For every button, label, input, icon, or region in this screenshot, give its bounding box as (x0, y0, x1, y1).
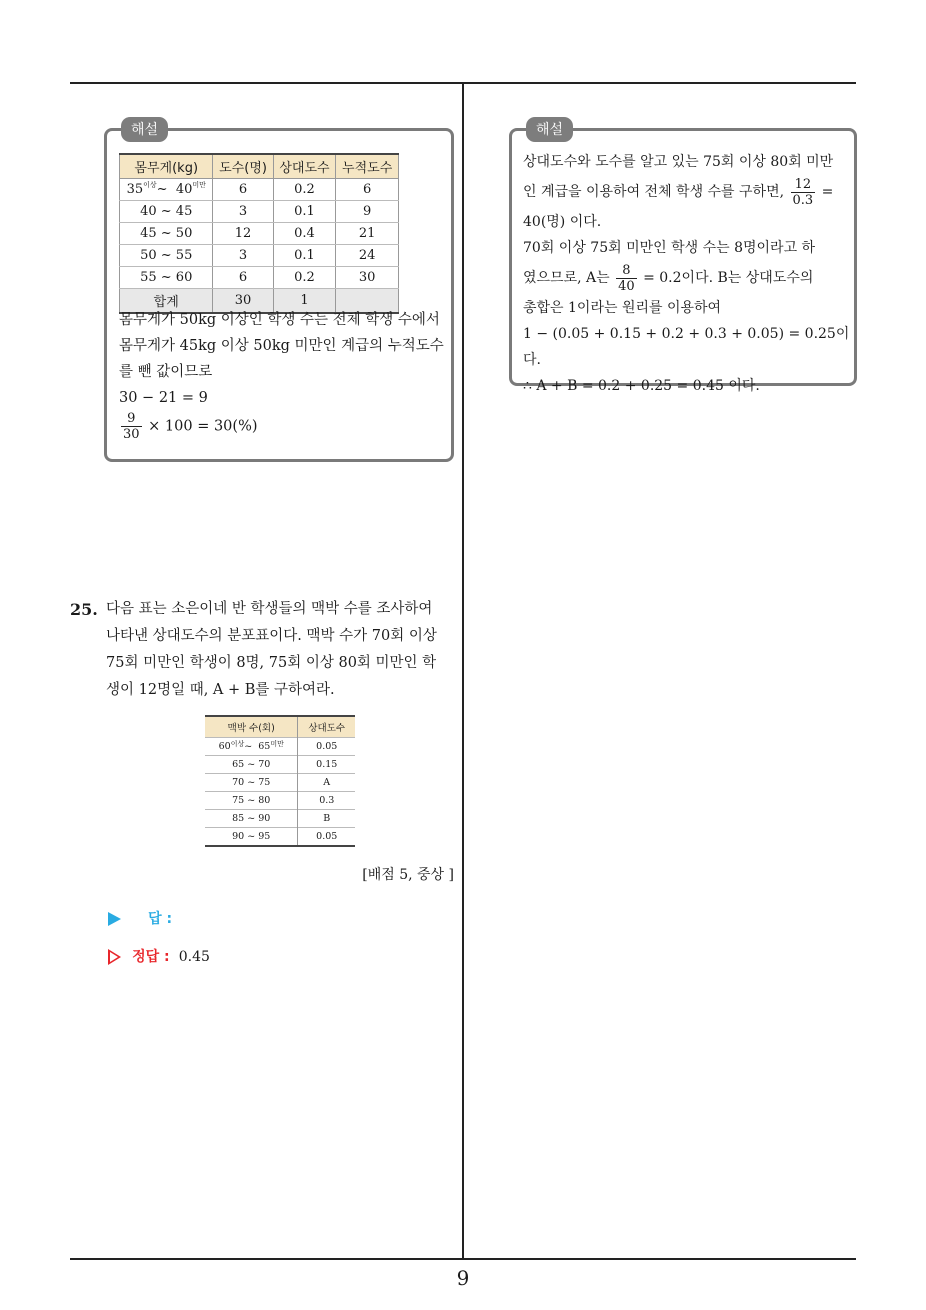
freq-cell: 3 (213, 201, 273, 223)
right-explanation-text (523, 149, 853, 399)
text-line: 나타낸 상대도수의 분포표이다. 맥박 수가 70회 이상 (106, 628, 437, 644)
text-line: 를 뺀 값이므로 (119, 364, 213, 380)
problem-text (106, 596, 458, 704)
rel-cell: B (298, 810, 355, 828)
range-cell: 85 ~ 90 (205, 810, 298, 828)
rel-cell: 0.2 (273, 179, 336, 201)
rel-cell: 0.15 (298, 756, 355, 774)
range-cell: 70 ~ 75 (205, 774, 298, 792)
problem-number: 25. (70, 600, 98, 619)
calc-line: $\frac{9}{30}$ × 100 = 30(%) (123, 411, 258, 442)
explanation-tag: 해설 (526, 117, 573, 142)
calc-line: 30 − 21 = 9 (119, 390, 208, 406)
fraction: $\frac{12}{0.3}$ (792, 176, 814, 208)
range-cell: 90 ~ 95 (205, 828, 298, 847)
range-cell: 45 ~ 50 (120, 223, 213, 245)
table-row (120, 267, 399, 289)
column-divider (462, 83, 464, 1259)
correct-label: 정답 : (132, 949, 170, 965)
answer-label: 답 : (148, 911, 173, 927)
left-explanation-box (104, 122, 454, 462)
range-cell: 50 ~ 55 (120, 245, 213, 267)
table-row (120, 179, 399, 201)
range-cell: 65 ~ 70 (205, 756, 298, 774)
header-relative: 상대도수 (298, 716, 355, 738)
table-row (120, 223, 399, 245)
range-cell: 55 ~ 60 (120, 267, 213, 289)
fraction: $\frac{9}{30}$ (123, 411, 140, 442)
text-line: 다음 표는 소은이네 반 학생들의 맥박 수를 조사하여 (106, 601, 433, 617)
rel-cell: 0.2 (273, 267, 336, 289)
range-cell: $35^{이상}\sim$ $40^{미만}$ (120, 179, 213, 201)
range-cell: $60^{이상}\sim$ $65^{미만}$ (205, 738, 298, 756)
text-line: 총합은 1이라는 원리를 이용하여 (523, 300, 722, 316)
cum-cell: 30 (336, 267, 399, 289)
rel-cell: A (298, 774, 355, 792)
explanation-tag: 해설 (121, 117, 168, 142)
text-line: 75회 미만인 학생이 8명, 75회 이상 80회 미만인 학 (106, 655, 437, 671)
rel-cell: 0.1 (273, 245, 336, 267)
answer-arrow-icon (108, 912, 121, 926)
text-line: 였으므로, A는 $\frac{8}{40}$ = 0.2이다. B는 상대도수의 (523, 262, 814, 294)
table-row (205, 810, 355, 828)
table-row (205, 828, 355, 847)
rel-cell: 0.05 (298, 828, 355, 847)
cum-cell: 9 (336, 201, 399, 223)
table-row (205, 738, 355, 756)
cum-cell: 24 (336, 245, 399, 267)
table-row (205, 774, 355, 792)
freq-cell: 6 (213, 179, 273, 201)
table-row (120, 245, 399, 267)
total-label: 합계 (120, 289, 213, 314)
table-header-row (205, 716, 355, 738)
rel-cell: 0.4 (273, 223, 336, 245)
cum-cell: 6 (336, 179, 399, 201)
correct-answer-line (108, 946, 210, 966)
weight-frequency-table (119, 153, 399, 314)
table-row (205, 792, 355, 810)
header-cumulative: 누적도수 (336, 154, 399, 179)
page-number: 9 (456, 1266, 470, 1290)
text-line: 몸무게가 45kg 이상 50kg 미만인 계급의 누적도수 (119, 338, 444, 354)
text-line: 인 계급을 이용하여 전체 학생 수를 구하면, $\frac{12}{0.3}$ = (523, 176, 834, 208)
right-explanation-box (509, 122, 857, 394)
answer-line (108, 908, 172, 928)
text-line: ∴ A + B = 0.2 + 0.25 = 0.45 이다. (523, 378, 760, 394)
table-header-row (120, 154, 399, 179)
text-line: 70회 이상 75회 미만인 학생 수는 8명이라고 하 (523, 240, 816, 256)
correct-value: 0.45 (178, 949, 210, 965)
header-weight: 몸무게(kg) (120, 154, 213, 179)
table-row (120, 201, 399, 223)
header-relative: 상대도수 (273, 154, 336, 179)
cum-cell: 21 (336, 223, 399, 245)
fraction: $\frac{8}{40}$ (618, 262, 635, 294)
rel-cell: 0.3 (298, 792, 355, 810)
freq-cell: 12 (213, 223, 273, 245)
correct-arrow-icon (108, 949, 121, 965)
text-line: 생이 12명일 때, A + B를 구하여라. (106, 682, 335, 698)
bottom-rule (70, 1258, 856, 1260)
left-explanation-text (119, 307, 449, 442)
total-freq: 30 (213, 289, 273, 314)
rel-cell: 0.05 (298, 738, 355, 756)
score-info: [배점 5, 중상 ] (362, 867, 454, 883)
text-line: 1 − (0.05 + 0.15 + 0.2 + 0.3 + 0.05) = 0.25이다. (523, 326, 850, 368)
header-pulse: 맥박 수(회) (205, 716, 298, 738)
text-line: 40(명) 이다. (523, 214, 602, 230)
header-frequency: 도수(명) (213, 154, 273, 179)
freq-cell: 3 (213, 245, 273, 267)
table-row (205, 756, 355, 774)
freq-cell: 6 (213, 267, 273, 289)
text-line: 상대도수와 도수를 알고 있는 75회 이상 80회 미만 (523, 154, 834, 170)
text-line: 몸무게가 50kg 이상인 학생 수는 전체 학생 수에서 (119, 312, 440, 328)
pulse-relative-frequency-table (205, 715, 355, 847)
range-cell: 75 ~ 80 (205, 792, 298, 810)
rel-cell: 0.1 (273, 201, 336, 223)
total-rel: 1 (273, 289, 336, 314)
range-cell: 40 ~ 45 (120, 201, 213, 223)
